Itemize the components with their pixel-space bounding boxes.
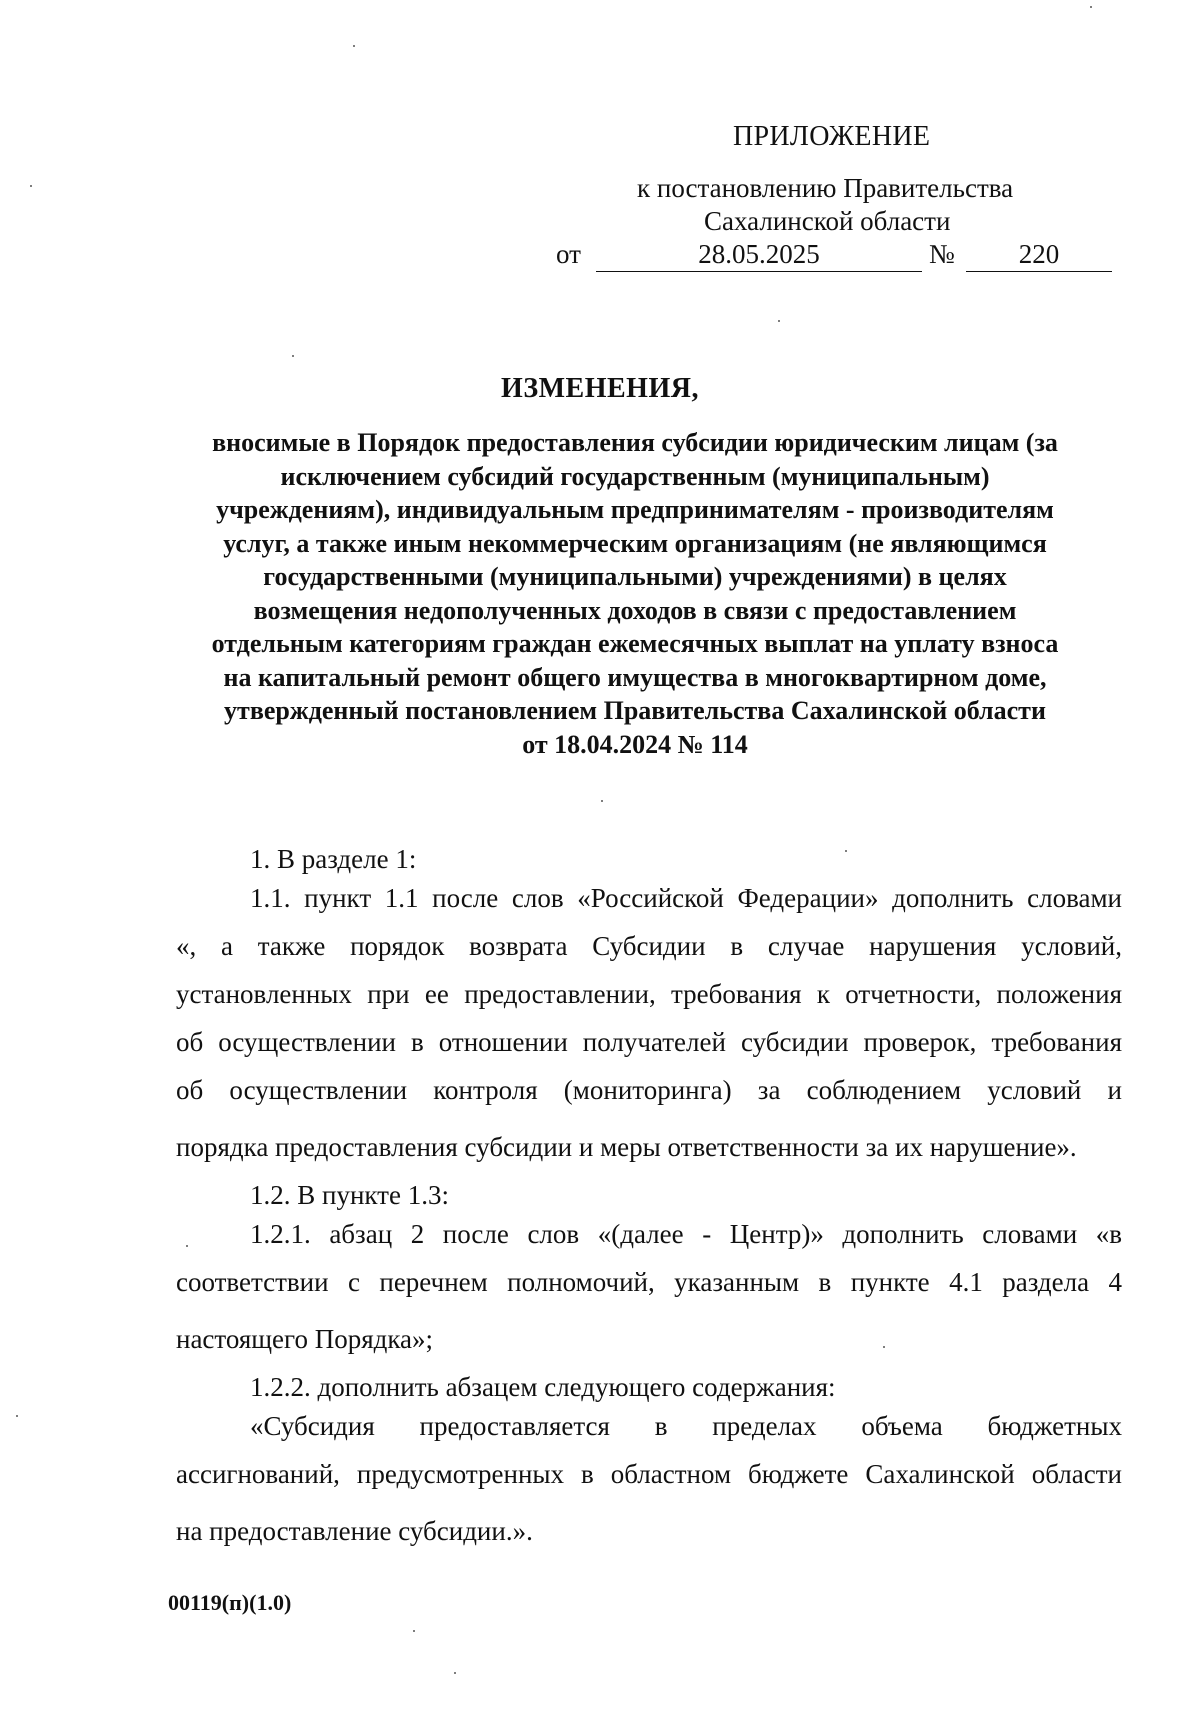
- scan-speck: [186, 1245, 188, 1247]
- subtitle-line: услуг, а также иным некоммерческим организациям (не являющимся: [223, 528, 1047, 558]
- resolution-date-number-row: [556, 237, 1112, 273]
- paragraph-line: 1.1. пункт 1.1 после слов «Российской Федерации» дополнить словами: [250, 883, 1122, 913]
- paragraph-line: установленных при ее предоставлении, требования к отчетности, положения: [176, 979, 1122, 1009]
- paragraph-1-2-2: 1.2.2. дополнить абзацем следующего содержания:: [250, 1372, 836, 1402]
- scan-speck: [601, 800, 603, 802]
- scan-speck: [778, 320, 780, 322]
- subtitle-line: утвержденный постановлением Правительства Сахалинской области: [224, 696, 1046, 725]
- document-code: 00119(п)(1.0): [168, 1590, 292, 1615]
- resolution-date: 28.05.2025: [596, 237, 922, 272]
- appendix-title: ПРИЛОЖЕНИЕ: [733, 121, 931, 152]
- scan-speck: [883, 1346, 885, 1348]
- paragraph-line: ассигнований, предусмотренных в областном бюджете Сахалинской области: [176, 1459, 1122, 1489]
- scan-speck: [30, 185, 32, 187]
- subtitle-line: вносимые в Порядок предоставления субсидии юридическим лицам (за: [212, 428, 1058, 457]
- date-prefix: от: [556, 239, 581, 269]
- document-body: [176, 835, 1122, 1555]
- scan-speck: [353, 45, 355, 47]
- subtitle-line: исключением субсидий государственным (муниципальным): [280, 461, 990, 491]
- resolution-number: 220: [966, 237, 1112, 272]
- subtitle-line: возмещения недополученных доходов в связи с предоставлением: [253, 595, 1017, 625]
- quoted-paragraph: [176, 1411, 1122, 1555]
- scan-speck: [16, 1415, 18, 1417]
- scan-speck: [292, 355, 294, 357]
- paragraph-line: об осуществлении в отношении получателей субсидии проверок, требования: [176, 1027, 1122, 1057]
- number-sign: №: [929, 239, 955, 269]
- paragraph-1-2-heading: 1.2. В пункте 1.3:: [250, 1180, 449, 1210]
- subtitle-line: государственными (муниципальными) учреждениями) в целях: [263, 562, 1007, 591]
- scan-speck: [1090, 6, 1092, 8]
- paragraph-1-2-1: [176, 1219, 1122, 1363]
- paragraph-line: соответствии с перечнем полномочий, указанным в пункте 4.1 раздела 4: [176, 1267, 1122, 1297]
- paragraph-line: на предоставление субсидии.».: [176, 1516, 533, 1546]
- scan-speck: [845, 850, 847, 852]
- paragraph-line: «, а также порядок возврата Субсидии в случае нарушения условий,: [176, 931, 1122, 961]
- paragraph-line: об осуществлении контроля (мониторинга) за соблюдением условий и: [176, 1075, 1122, 1105]
- paragraph-1-1: [176, 883, 1122, 1171]
- subtitle-line: от 18.04.2024 № 114: [522, 729, 748, 759]
- document-subtitle: [165, 426, 1105, 761]
- subtitle-line: учреждениям), индивидуальным предпринимателям - производителям: [216, 495, 1054, 524]
- appendix-reference-line-2: Сахалинской области: [704, 206, 951, 236]
- subtitle-line: отдельным категориям граждан ежемесячных выплат на уплату взноса: [211, 629, 1059, 658]
- paragraph-line: «Субсидия предоставляется в пределах объема бюджетных: [250, 1411, 1122, 1441]
- scan-speck: [454, 1672, 456, 1674]
- paragraph-line: 1.2.1. абзац 2 после слов «(далее - Центр)» дополнить словами «в: [250, 1219, 1122, 1249]
- appendix-reference-line-1: к постановлению Правительства: [637, 173, 1014, 203]
- paragraph-line: настоящего Порядка»;: [176, 1324, 434, 1354]
- scan-speck: [413, 1630, 415, 1632]
- paragraph-line: порядка предоставления субсидии и меры ответственности за их нарушение».: [176, 1132, 1077, 1162]
- document-title: ИЗМЕНЕНИЯ,: [501, 373, 699, 404]
- subtitle-line: на капитальный ремонт общего имущества в многоквартирном доме,: [223, 662, 1047, 692]
- section-1-heading: 1. В разделе 1:: [250, 844, 417, 874]
